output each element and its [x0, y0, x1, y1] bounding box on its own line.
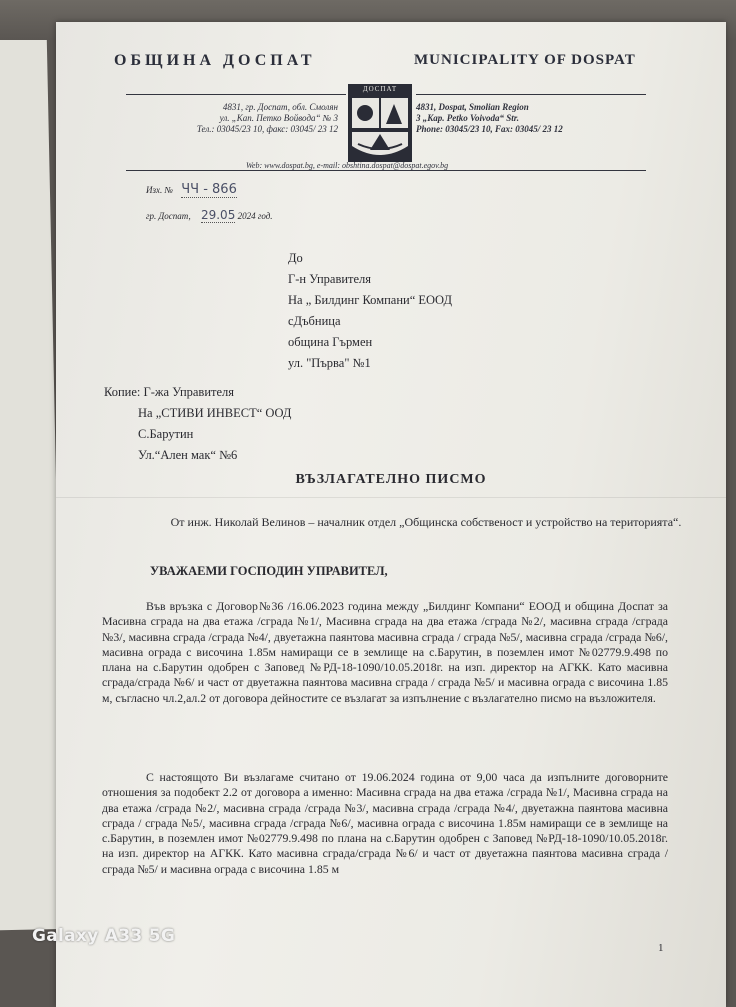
letter-date — [146, 208, 273, 223]
letter-title: ВЪЗЛАГАТЕЛНО ПИСМО — [295, 472, 487, 487]
crest-label: ДОСПАТ — [348, 84, 412, 94]
address-bg — [188, 102, 338, 135]
address-line: 4831, гр. Доспат, обл. Смолян — [222, 102, 338, 112]
date-value: 29.05 — [200, 208, 236, 222]
recipient-block — [288, 248, 452, 374]
copy-label: Копие: Г-жа Управителя — [104, 385, 235, 399]
outgoing-number-value: ЧЧ - 866 — [181, 182, 237, 197]
municipality-title-bg: ОБЩИНА ДОСПАТ — [114, 52, 316, 69]
municipality-title-en: MUNICIPALITY OF DOSPAT — [414, 52, 636, 68]
outgoing-number-label: Изх. № — [146, 185, 173, 195]
header-rule — [416, 94, 646, 95]
crest-icon — [348, 84, 412, 162]
copy-line: С.Барутин — [138, 427, 194, 441]
paper-fold — [56, 497, 726, 498]
address-line: Тел.: 03045/23 10, факс: 03045/ 23 12 — [196, 124, 338, 134]
page-number: 1 — [658, 942, 664, 954]
from-line: От инж. Николай Велинов – началник отдел „Общинска собственост и устройство на територията“. — [170, 515, 682, 529]
recipient-line: ул. "Първа" №1 — [288, 356, 371, 370]
copy-line: На „СТИВИ ИНВЕСТ“ ООД — [138, 406, 292, 420]
recipient-line: До — [288, 251, 303, 265]
header-rule — [126, 170, 646, 171]
address-line: ул. „Кап. Петко Войвода“ № 3 — [219, 113, 338, 123]
dospat-crest-logo — [348, 84, 412, 162]
address-line: Phone: 03045/23 10, Fax: 03045/ 23 12 — [416, 124, 563, 134]
recipient-line: община Гърмен — [288, 335, 373, 349]
address-en — [416, 102, 646, 135]
date-year: 2024 год. — [237, 211, 273, 221]
greeting: УВАЖАЕМИ ГОСПОДИН УПРАВИТЕЛ, — [150, 564, 388, 578]
copy-line: Ул.“Ален мак“ №6 — [138, 448, 238, 462]
copy-block — [104, 382, 291, 466]
web-email-line: Web: www.dospat.bg, e-mail: obshtina.dospat@dospat.egov.bg — [246, 161, 449, 170]
outgoing-number — [146, 182, 237, 198]
header-rule — [126, 94, 346, 95]
address-line: 4831, Dospat, Smolian Region — [416, 102, 529, 112]
recipient-line: На „ Билдинг Компани“ ЕООД — [288, 293, 452, 307]
camera-watermark: Galaxy A33 5G — [32, 926, 176, 946]
date-label: гр. Доспат, — [146, 211, 191, 221]
body-paragraph: Във връзка с Договор№36 /16.06.2023 година между „Билдинг Компани“ ЕООД и община Доспат за Масивна сграда на два етажа /сграда №1/, Масивна сграда на два етажа /сграда №2/, масивна сграда /сграда №3/, масивна сграда /сграда №4/, двуетажна паянтова масивна сграда / сграда №5/, масивна сграда /сграда №6/, масивна ограда с височина 1.85м намиращи се в землище на с.Барутин, в поземлен имот №02779.9.498 по плана на с.Барутин одобрен с Заповед №РД-18-1090/10.05.2018г. на изп. директор на АГКК. Като масивна сграда/сграда №6/ и част от двуетажна паянтова масивна сграда / сграда №5/ и масивна ограда с височина 1.85 м, съгласно чл.2,ал.2 от договора дейностите се възлагат за изпълнение с възлагателно писмо на възложителя. — [102, 599, 668, 705]
letter-page — [56, 22, 726, 1007]
address-line: 3 „Kap. Petko Voivoda“ Str. — [416, 113, 520, 123]
body-paragraph: С настоящото Ви възлагаме считано от 19.06.2024 година от 9,00 часа да изпълните договорните отношения за подобект 2.2 от договора а именно: Масивна сграда на два етажа /сграда №1/, Масивна сграда на два етажа /сграда №2/, масивна сграда /сграда №3/, масивна сграда /сграда №4/, двуетажна паянтова масивна сграда / сграда №5/, масивна сграда /сграда №6/, масивна ограда с височина 1.85м намиращи се в землище на с.Барутин, в поземлен имот №02779.9.498 по плана на с.Барутин одобрен с Заповед №РД-18-1090/10.05.2018г. на изп. директор на АГКК. Като масивна сграда/сграда №6/ и част от двуетажна паянтова масивна сграда / сграда №5/ и масивна ограда с височина 1.85 м — [102, 770, 668, 876]
recipient-line: Г-н Управителя — [288, 272, 372, 286]
recipient-line: сДъбница — [288, 314, 341, 328]
